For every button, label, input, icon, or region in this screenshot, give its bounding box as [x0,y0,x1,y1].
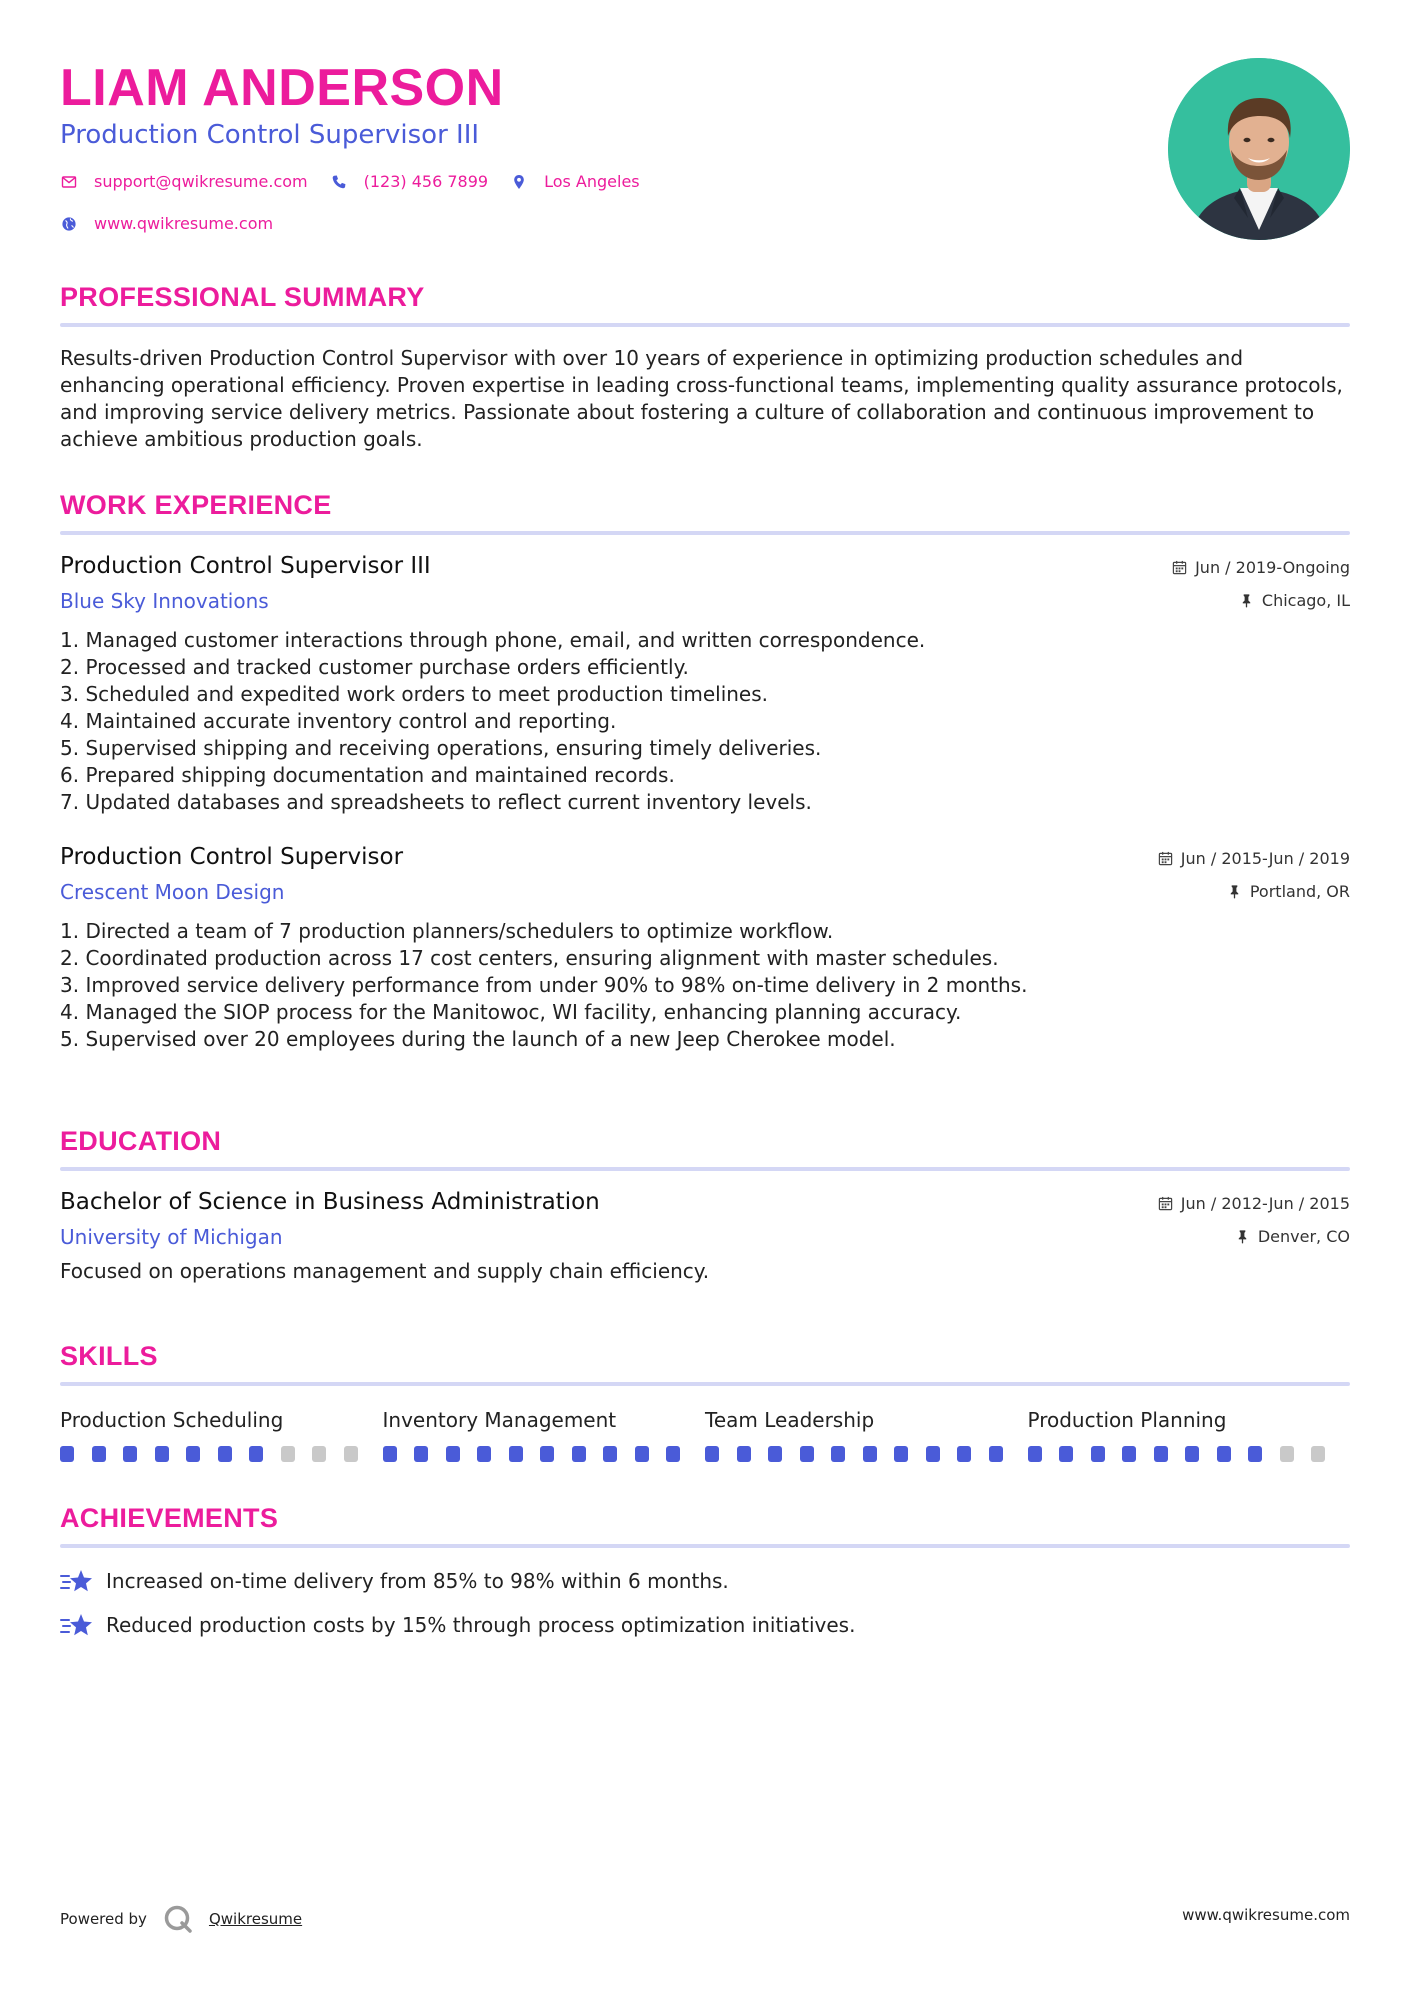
skill-dot-filled [1122,1446,1136,1462]
list-item: 3. Improved service delivery performance from under 90% to 98% on-time delivery in 2 months. [60,973,1028,997]
education-location: Denver, CO [1257,1226,1350,1246]
phone-text[interactable]: (123) 456 7899 [363,172,489,191]
skill-rating [705,1446,1028,1462]
skill-rating [383,1446,706,1462]
skill-name: Production Scheduling [60,1408,284,1432]
skill-dot-filled [186,1446,200,1462]
skill-name: Inventory Management [382,1408,617,1432]
globe-icon [60,215,78,233]
job-location: Chicago, IL [1261,590,1350,610]
skill-item [383,1408,706,1462]
skill-dot-filled [926,1446,940,1462]
skill-dot-filled [1217,1446,1231,1462]
profile-photo [1168,58,1350,240]
skill-dot-filled [414,1446,428,1462]
footer-url[interactable]: www.qwikresume.com [1182,1906,1350,1924]
powered-by [60,1904,302,1934]
contact-row [60,172,662,191]
education-heading: EDUCATION [60,1126,222,1156]
job-location: Portland, OR [1249,881,1350,901]
skill-dot-empty [344,1446,358,1462]
skill-dot-empty [1280,1446,1294,1462]
list-item: 5. Supervised shipping and receiving operations, ensuring timely deliveries. [60,736,822,760]
contact-website[interactable] [60,214,273,233]
powered-by-label: Powered by [60,1910,147,1928]
skill-dot-filled [1185,1446,1199,1462]
skill-dot-filled [1154,1446,1168,1462]
skills-list [60,1408,1350,1462]
skill-dot-filled [635,1446,649,1462]
section-divider [60,531,1350,535]
candidate-role: Production Control Supervisor III [60,120,480,150]
shooting-star-icon [60,1567,94,1595]
achievements-heading: ACHIEVEMENTS [60,1503,279,1533]
job-company: Blue Sky Innovations [60,589,269,613]
skill-item [705,1408,1028,1462]
skill-dot-filled [92,1446,106,1462]
job-duties [60,627,1350,816]
job-entry [60,844,1350,1053]
skill-item [1028,1408,1351,1462]
skill-dot-filled [540,1446,554,1462]
calendar-icon [1158,1196,1173,1211]
education-dates-line [1158,1193,1350,1213]
skill-dot-filled [768,1446,782,1462]
list-item: 4. Managed the SIOP process for the Manitowoc, WI facility, enhancing planning accuracy. [60,1000,962,1024]
achievement-item [60,1610,1350,1640]
job-entry [60,553,1350,816]
skill-dot-filled [383,1446,397,1462]
summary-heading: PROFESSIONAL SUMMARY [60,282,425,312]
job-duties [60,918,1350,1053]
degree-title: Bachelor of Science in Business Administration [60,1189,600,1215]
list-item: 2. Processed and tracked customer purchase orders efficiently. [60,655,689,679]
job-company: Crescent Moon Design [60,880,285,904]
education-dates: Jun / 2012-Jun / 2015 [1180,1193,1350,1213]
skill-dot-filled [477,1446,491,1462]
calendar-icon [1158,851,1173,866]
education-description: Focused on operations management and supply chain efficiency. [60,1259,710,1283]
pushpin-icon [1239,593,1254,608]
summary-section [60,282,1350,453]
list-item: 5. Supervised over 20 employees during the launch of a new Jeep Cherokee model. [60,1027,896,1051]
education-meta [1158,1193,1350,1246]
achievement-text: Increased on-time delivery from 85% to 98% within 6 months. [106,1569,729,1593]
achievements-section [60,1503,1350,1640]
skill-dot-filled [1028,1446,1042,1462]
skill-dot-filled [863,1446,877,1462]
email-text[interactable]: support@qwikresume.com [94,172,308,191]
summary-text: Results-driven Production Control Supervisor with over 10 years of experience in optimizing production schedules and enhancing operational efficiency. Proven expertise in leading cross-functional teams, implementing quality assurance protocols, and improving service delivery metrics. Passionate about fostering a culture of collaboration and continuous improvement to achieve ambitious production goals. [60,346,1343,451]
envelope-icon [60,173,78,191]
map-pin-icon [510,173,528,191]
job-dates: Jun / 2019-Ongoing [1195,557,1350,577]
contact-row-website [60,214,295,233]
skill-dot-filled [218,1446,232,1462]
skill-dot-filled [155,1446,169,1462]
pushpin-icon [1227,884,1242,899]
candidate-name: LIAM ANDERSON [60,59,504,117]
education-location-line [1158,1226,1350,1246]
skill-dot-filled [1059,1446,1073,1462]
skill-dot-empty [281,1446,295,1462]
pushpin-icon [1235,1229,1250,1244]
skill-dot-filled [705,1446,719,1462]
experience-heading: WORK EXPERIENCE [60,490,332,520]
job-dates: Jun / 2015-Jun / 2019 [1180,848,1350,868]
qwikresume-logo-icon [163,1904,193,1934]
skill-dot-filled [1091,1446,1105,1462]
contact-email[interactable] [60,172,308,191]
list-item: 3. Scheduled and expedited work orders to meet production timelines. [60,682,769,706]
job-location-line [1172,590,1350,610]
contact-phone[interactable] [330,172,488,191]
experience-section [60,490,1350,1053]
section-divider [60,1167,1350,1171]
skill-dot-filled [249,1446,263,1462]
skill-dot-filled [1248,1446,1262,1462]
skill-name: Team Leadership [705,1408,875,1432]
phone-icon [330,173,348,191]
skill-dot-filled [737,1446,751,1462]
skill-dot-filled [800,1446,814,1462]
education-section [60,1126,1350,1283]
job-dates-line [1172,557,1350,577]
skill-rating [1028,1446,1351,1462]
skill-dot-filled [603,1446,617,1462]
skill-dot-filled [831,1446,845,1462]
calendar-icon [1172,560,1187,575]
skill-dot-empty [312,1446,326,1462]
list-item: 1. Managed customer interactions through phone, email, and written correspondence. [60,628,926,652]
job-meta [1158,848,1350,901]
job-location-line [1158,881,1350,901]
job-meta [1172,557,1350,610]
list-item: 1. Directed a team of 7 production planners/schedulers to optimize workflow. [60,919,834,943]
skill-dot-filled [989,1446,1003,1462]
achievement-text: Reduced production costs by 15% through process optimization initiatives. [106,1613,856,1637]
list-item: 4. Maintained accurate inventory control and reporting. [60,709,617,733]
skill-dot-filled [894,1446,908,1462]
list-item: 6. Prepared shipping documentation and maintained records. [60,763,675,787]
website-text[interactable]: www.qwikresume.com [94,214,274,233]
skill-dot-filled [572,1446,586,1462]
job-title: Production Control Supervisor [60,844,404,870]
skill-dot-empty [1311,1446,1325,1462]
education-entry [60,1189,1350,1283]
footer [60,1898,1350,1928]
achievements-list [60,1566,1350,1640]
shooting-star-icon [60,1611,94,1639]
skill-rating [60,1446,383,1462]
skill-item [60,1408,383,1462]
section-divider [60,1382,1350,1386]
achievement-item [60,1566,1350,1596]
section-divider [60,1544,1350,1548]
school-name: University of Michigan [60,1225,283,1249]
contact-location [510,172,640,191]
section-divider [60,323,1350,327]
list-item: 2. Coordinated production across 17 cost centers, ensuring alignment with master schedules. [60,946,999,970]
skill-dot-filled [60,1446,74,1462]
skill-dot-filled [446,1446,460,1462]
skills-section [60,1341,1350,1462]
job-dates-line [1158,848,1350,868]
location-text: Los Angeles [544,172,640,191]
list-item: 7. Updated databases and spreadsheets to reflect current inventory levels. [60,790,812,814]
brand-link[interactable]: Qwikresume [208,1910,303,1928]
job-title: Production Control Supervisor III [60,553,431,579]
skill-dot-filled [957,1446,971,1462]
skill-dot-filled [509,1446,523,1462]
person-avatar-icon [1168,58,1350,240]
skill-dot-filled [666,1446,680,1462]
skill-dot-filled [123,1446,137,1462]
skills-heading: SKILLS [60,1341,158,1371]
skill-name: Production Planning [1027,1408,1227,1432]
